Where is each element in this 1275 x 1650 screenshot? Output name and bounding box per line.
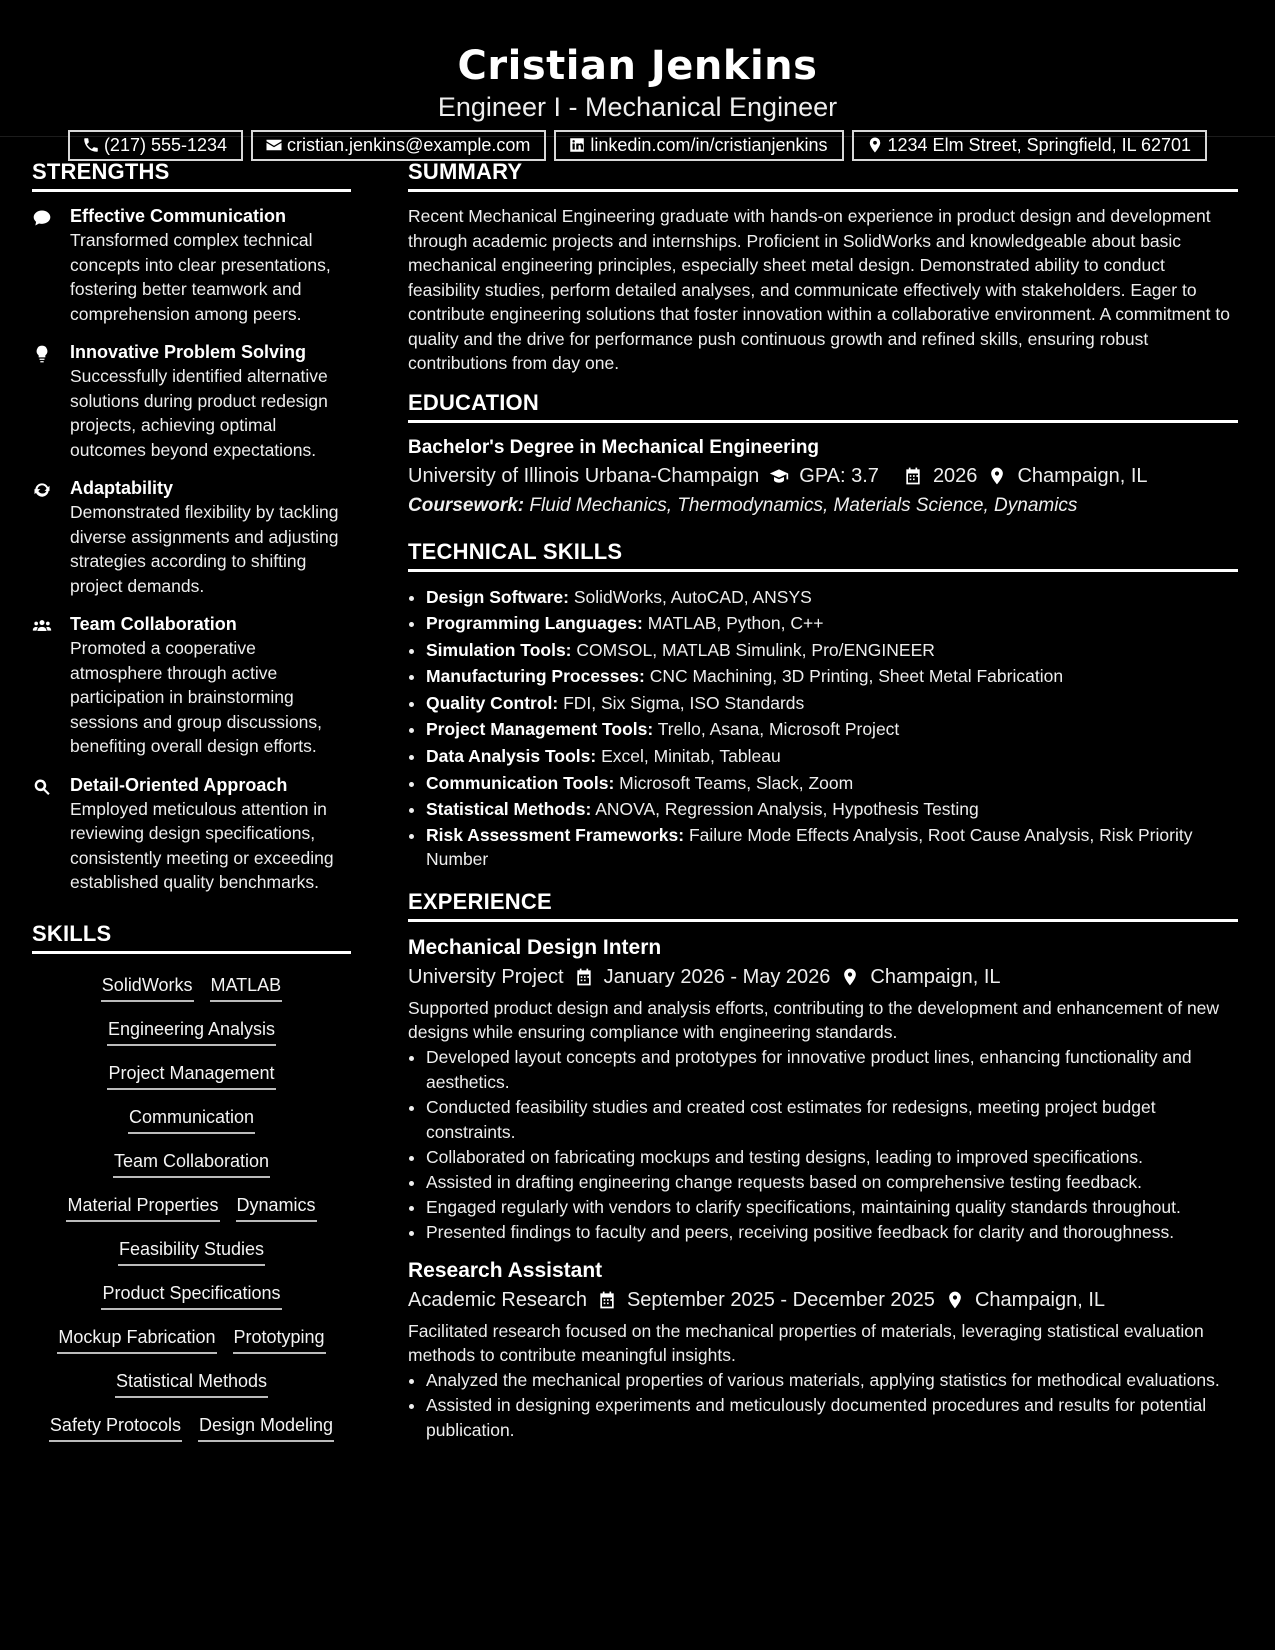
contact-linkedin[interactable] — [554, 130, 843, 161]
education-meta — [408, 461, 1238, 491]
map-pin-icon — [840, 967, 860, 987]
skill-tag: Design Modeling — [198, 1413, 334, 1442]
skill-tag: Prototyping — [233, 1325, 326, 1354]
graduation-year: 2026 — [932, 464, 978, 487]
job-bullets — [408, 1368, 1238, 1443]
job-title: Mechanical Design Intern — [408, 935, 662, 959]
strength-desc: Employed meticulous attention in reviewing design specifications, consistently meeting or exceeding established quality benchmarks. — [70, 798, 334, 892]
skill-tag: Communication — [128, 1105, 255, 1134]
phone-icon — [82, 136, 100, 154]
job-description: Facilitated research focused on the mechanical properties of materials, leveraging statistical evaluation methods to contribute meaningful insights. — [408, 1320, 1204, 1366]
resume-header — [0, 0, 1275, 155]
users-icon — [32, 616, 52, 636]
strength-desc: Transformed complex technical concepts into clear presentations, fostering better teamwork and comprehension among peers. — [70, 230, 331, 324]
skill-value: CNC Machining, 3D Printing, Sheet Metal Fabrication — [649, 666, 1064, 687]
list-item — [426, 743, 1238, 770]
skill-tag: Engineering Analysis — [107, 1017, 276, 1046]
envelope-icon — [265, 136, 283, 154]
skill-label: Programming Languages: — [426, 613, 643, 634]
contact-linkedin-text: linkedin.com/in/cristianjenkins — [590, 135, 828, 155]
contact-phone[interactable] — [68, 130, 243, 161]
list-item — [426, 716, 1238, 743]
skill-tag: Statistical Methods — [115, 1369, 268, 1398]
skill-value: SolidWorks, AutoCAD, ANSYS — [573, 586, 812, 607]
job-description: Supported product design and analysis efforts, contributing to the development and enhancement of new designs while ensuring compliance with engineering standards. — [408, 997, 1220, 1043]
strength-item — [32, 204, 351, 326]
list-item — [426, 610, 1238, 637]
strength-item — [32, 340, 351, 462]
skill-tag: SolidWorks — [101, 973, 194, 1002]
calendar-icon — [597, 1290, 617, 1310]
job-meta — [408, 1285, 1238, 1315]
skill-label: Communication Tools: — [426, 772, 615, 793]
list-item: • Conducted feasibility studies and created cost estimates for redesigns, meeting project budget constraints. — [426, 1095, 1238, 1145]
right-column — [408, 159, 1238, 1455]
map-pin-icon — [987, 466, 1007, 486]
job-location: Champaign, IL — [974, 1288, 1106, 1311]
list-item — [426, 796, 1238, 823]
coursework — [408, 491, 1238, 521]
education-location: Champaign, IL — [1017, 464, 1148, 487]
skill-value: MATLAB, Python, C++ — [647, 613, 824, 634]
skill-label: Risk Assessment Frameworks: — [426, 824, 685, 845]
skills-tags — [32, 966, 351, 1450]
skill-value: COMSOL, MATLAB Simulink, Pro/ENGINEER — [576, 639, 935, 660]
skill-value: ANOVA, Regression Analysis, Hypothesis Testing — [595, 799, 979, 820]
strength-desc: Promoted a cooperative atmosphere through active participation in brainstorming sessions and group discussions, benefiting overall design efforts. — [70, 638, 322, 756]
job-dates: January 2026 - May 2026 — [603, 965, 831, 988]
strength-item — [32, 476, 351, 598]
job-entry — [408, 934, 1238, 1245]
contact-email[interactable] — [251, 130, 546, 161]
skill-tag: Feasibility Studies — [118, 1237, 265, 1266]
strength-desc: Successfully identified alternative solutions during product redesign projects, achieving optimal outcomes beyond expectations. — [70, 366, 328, 460]
skill-label: Data Analysis Tools: — [426, 746, 597, 767]
list-item: • Collaborated on fabricating mockups and testing designs, leading to improved specifications. — [426, 1145, 1238, 1170]
summary-text: Recent Mechanical Engineering graduate with hands-on experience in product design and development through academic projects and internships. Proficient in SolidWorks and knowledgeable about basic mechanical engineering principles, especially sheet metal design. Demonstrated ability to conduct feasibility studies, perform detailed analyses, and communicate effectively with stakeholders. Eager to contribute engineering solutions that foster innovation within a collaborative environment. A commitment to quality and the drive for performance push continuous growth and refined skills, ensuring robust contributions from day one. — [408, 206, 1230, 373]
school-name: University of Illinois Urbana-Champaign — [408, 464, 760, 487]
skill-tag: Project Management — [107, 1061, 275, 1090]
job-title: Research Assistant — [408, 1258, 603, 1282]
skill-label: Manufacturing Processes: — [426, 666, 645, 687]
skill-tag: Mockup Fabrication — [57, 1325, 216, 1354]
skill-label: Simulation Tools: — [426, 639, 572, 660]
contact-bar — [0, 130, 1275, 161]
candidate-name: Cristian Jenkins — [457, 43, 818, 89]
job-dates: September 2025 - December 2025 — [626, 1288, 935, 1311]
technical-skills-list — [408, 584, 1238, 871]
skill-value: FDI, Six Sigma, ISO Standards — [563, 692, 805, 713]
list-item — [426, 690, 1238, 717]
coursework-list: Fluid Mechanics, Thermodynamics, Materials Science, Dynamics — [529, 494, 1078, 516]
coursework-label: Coursework: — [408, 494, 525, 516]
strength-item — [32, 612, 351, 759]
strength-name: Detail-Oriented Approach — [70, 774, 288, 795]
left-column — [32, 159, 351, 1455]
job-entry — [408, 1257, 1238, 1443]
list-item — [426, 823, 1238, 871]
contact-email-text: cristian.jenkins@example.com — [287, 135, 531, 155]
linkedin-icon — [568, 136, 586, 154]
contact-address[interactable] — [852, 130, 1208, 161]
skill-tag: Team Collaboration — [113, 1149, 270, 1178]
skill-value: Failure Mode Effects Analysis, Root Cause Analysis, Risk Priority Number — [426, 824, 1193, 869]
job-bullets — [408, 1045, 1238, 1245]
list-item — [426, 637, 1238, 664]
skill-label: Quality Control: — [426, 692, 559, 713]
search-icon — [32, 777, 52, 797]
technical-skills-heading: TECHNICAL SKILLS — [408, 539, 1238, 572]
list-item: • Assisted in drafting engineering change requests based on comprehensive testing feedback. — [426, 1170, 1238, 1195]
job-org: Academic Research — [408, 1288, 587, 1311]
list-item — [426, 663, 1238, 690]
job-org: University Project — [408, 965, 564, 988]
job-meta — [408, 962, 1238, 992]
skill-label: Statistical Methods: — [426, 799, 592, 820]
contact-address-text: 1234 Elm Street, Springfield, IL 62701 — [887, 135, 1192, 155]
graduation-cap-icon — [769, 466, 789, 486]
map-pin-icon — [866, 136, 884, 154]
skill-label: Design Software: — [426, 586, 569, 607]
map-pin-icon — [945, 1290, 965, 1310]
strength-item — [32, 773, 351, 895]
strengths-heading: STRENGTHS — [32, 159, 351, 192]
strength-desc: Demonstrated flexibility by tackling diverse assignments and adjusting strategies according to shifting project demands. — [70, 502, 339, 596]
skill-tag: Dynamics — [236, 1193, 317, 1222]
job-location: Champaign, IL — [870, 965, 1001, 988]
calendar-icon — [574, 967, 594, 987]
list-item — [426, 770, 1238, 797]
degree-name: Bachelor's Degree in Mechanical Engineering — [408, 436, 820, 458]
list-item: • Presented findings to faculty and peers, receiving positive feedback for clarity and thoroughness. — [426, 1220, 1238, 1245]
list-item: • Engaged regularly with vendors to clarify specifications, maintaining quality standards throughout. — [426, 1195, 1238, 1220]
strength-name: Team Collaboration — [70, 614, 237, 634]
skill-tag: Material Properties — [66, 1193, 219, 1222]
contact-phone-text: (217) 555-1234 — [103, 135, 228, 155]
strength-name: Adaptability — [70, 478, 174, 498]
resume-body — [0, 137, 1275, 1455]
experience-heading: EXPERIENCE — [408, 889, 1238, 922]
skill-tag: Product Specifications — [101, 1281, 281, 1310]
strength-name: Innovative Problem Solving — [70, 342, 307, 362]
summary-heading: SUMMARY — [408, 159, 1238, 192]
skill-tag: Safety Protocols — [49, 1413, 182, 1442]
strength-name: Effective Communication — [70, 206, 287, 226]
skills-heading: SKILLS — [32, 921, 351, 954]
education-heading: EDUCATION — [408, 390, 1238, 423]
list-item: • Assisted in designing experiments and meticulously documented procedures and results for potential publication. — [426, 1393, 1238, 1443]
speech-bubble-icon — [32, 208, 52, 228]
list-item: • Analyzed the mechanical properties of various materials, applying statistics for methodical evaluations. — [426, 1368, 1238, 1393]
skill-value: Trello, Asana, Microsoft Project — [657, 719, 900, 740]
skill-value: Excel, Minitab, Tableau — [601, 746, 781, 767]
lightbulb-icon — [32, 344, 52, 364]
calendar-icon — [903, 466, 923, 486]
list-item: • Developed layout concepts and prototypes for innovative product lines, enhancing functionality and aesthetics. — [426, 1045, 1238, 1095]
gpa: GPA: 3.7 — [799, 464, 879, 487]
skill-label: Project Management Tools: — [426, 719, 654, 740]
skill-tag: MATLAB — [210, 973, 283, 1002]
refresh-icon — [32, 480, 52, 500]
list-item — [426, 584, 1238, 611]
candidate-title: Engineer I - Mechanical Engineer — [437, 92, 838, 122]
skill-value: Microsoft Teams, Slack, Zoom — [619, 772, 854, 793]
